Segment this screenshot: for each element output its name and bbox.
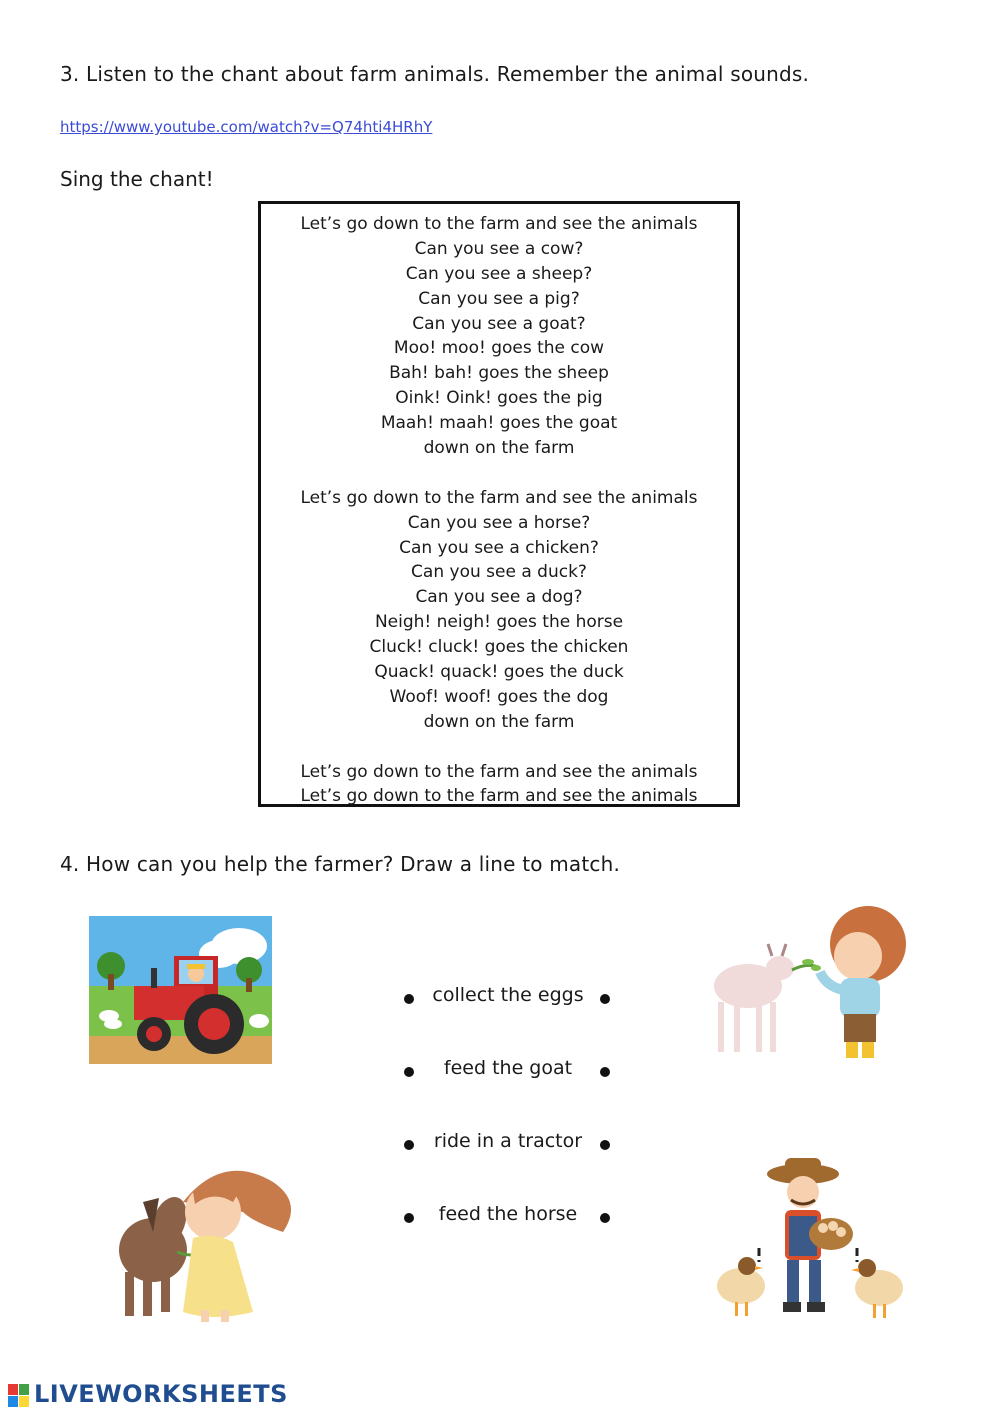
match-item-collect-eggs [396, 984, 620, 1014]
match-item-label: collect the eggs [432, 984, 584, 1006]
match-item-label: ride in a tractor [433, 1130, 583, 1152]
match-item-label: feed the horse [438, 1203, 578, 1225]
liveworksheets-brand: LIVEWORKSHEETS [34, 1380, 288, 1408]
match-dot-right[interactable] [600, 1213, 610, 1223]
boy-feeding-goat-picture [708, 906, 910, 1060]
chant-line: Quack! quack! goes the duck [374, 662, 624, 683]
chant-line: Can you see a dog? [415, 587, 583, 608]
match-item-ride-tractor [396, 1130, 620, 1160]
chant-box [258, 201, 740, 807]
chant-line: Can you see a horse? [407, 512, 591, 533]
tractor-picture [89, 916, 272, 1064]
chant-line: Let’s go down to the farm and see the animals [300, 761, 698, 782]
chant-line: Cluck! cluck! goes the chicken [369, 637, 629, 658]
chant-line: Can you see a chicken? [399, 537, 599, 558]
liveworksheets-logo-icon [8, 1384, 30, 1408]
chant-line [261, 461, 737, 486]
chant-line: Can you see a goat? [412, 313, 586, 334]
chant-lines [261, 212, 737, 809]
chant-line: Woof! woof! goes the dog [389, 686, 609, 707]
chant-line: down on the farm [423, 438, 575, 459]
chant-line: Bah! bah! goes the sheep [389, 363, 609, 384]
match-dot-right[interactable] [600, 1140, 610, 1150]
chant-line: Let’s go down to the farm and see the animals [300, 487, 698, 508]
chant-line: Neigh! neigh! goes the horse [374, 612, 624, 633]
girl-feeding-horse-picture [103, 1162, 298, 1325]
chant-line: Let’s go down to the farm and see the animals [300, 214, 698, 234]
chant-line: Can you see a pig? [418, 288, 580, 309]
chant-line: Can you see a duck? [411, 562, 587, 583]
chant-line: Let’s go down to the farm and see the animals [300, 786, 698, 807]
section-4-heading: 4. How can you help the farmer? Draw a line to match. [60, 852, 621, 876]
chant-line: Oink! Oink! goes the pig [395, 388, 603, 409]
youtube-link[interactable]: https://www.youtube.com/watch?v=Q74hti4HRhY [60, 118, 433, 136]
section-3-heading: 3. Listen to the chant about farm animals. Remember the animal sounds. [60, 62, 810, 86]
sing-instruction: Sing the chant! [60, 167, 214, 191]
chant-line [261, 735, 737, 760]
chant-line: down on the farm [423, 711, 575, 732]
match-item-label: feed the goat [443, 1057, 573, 1079]
chant-line: Can you see a sheep? [405, 263, 593, 284]
match-item-feed-goat [396, 1057, 620, 1087]
chant-line: Maah! maah! goes the goat [380, 413, 618, 434]
chant-line: Can you see a cow? [414, 238, 584, 259]
match-dot-right[interactable] [600, 1067, 610, 1077]
farmer-collecting-eggs-picture [711, 1156, 909, 1326]
match-dot-right[interactable] [600, 994, 610, 1004]
chant-line: Moo! moo! goes the cow [393, 338, 605, 359]
match-item-feed-horse [396, 1203, 620, 1233]
